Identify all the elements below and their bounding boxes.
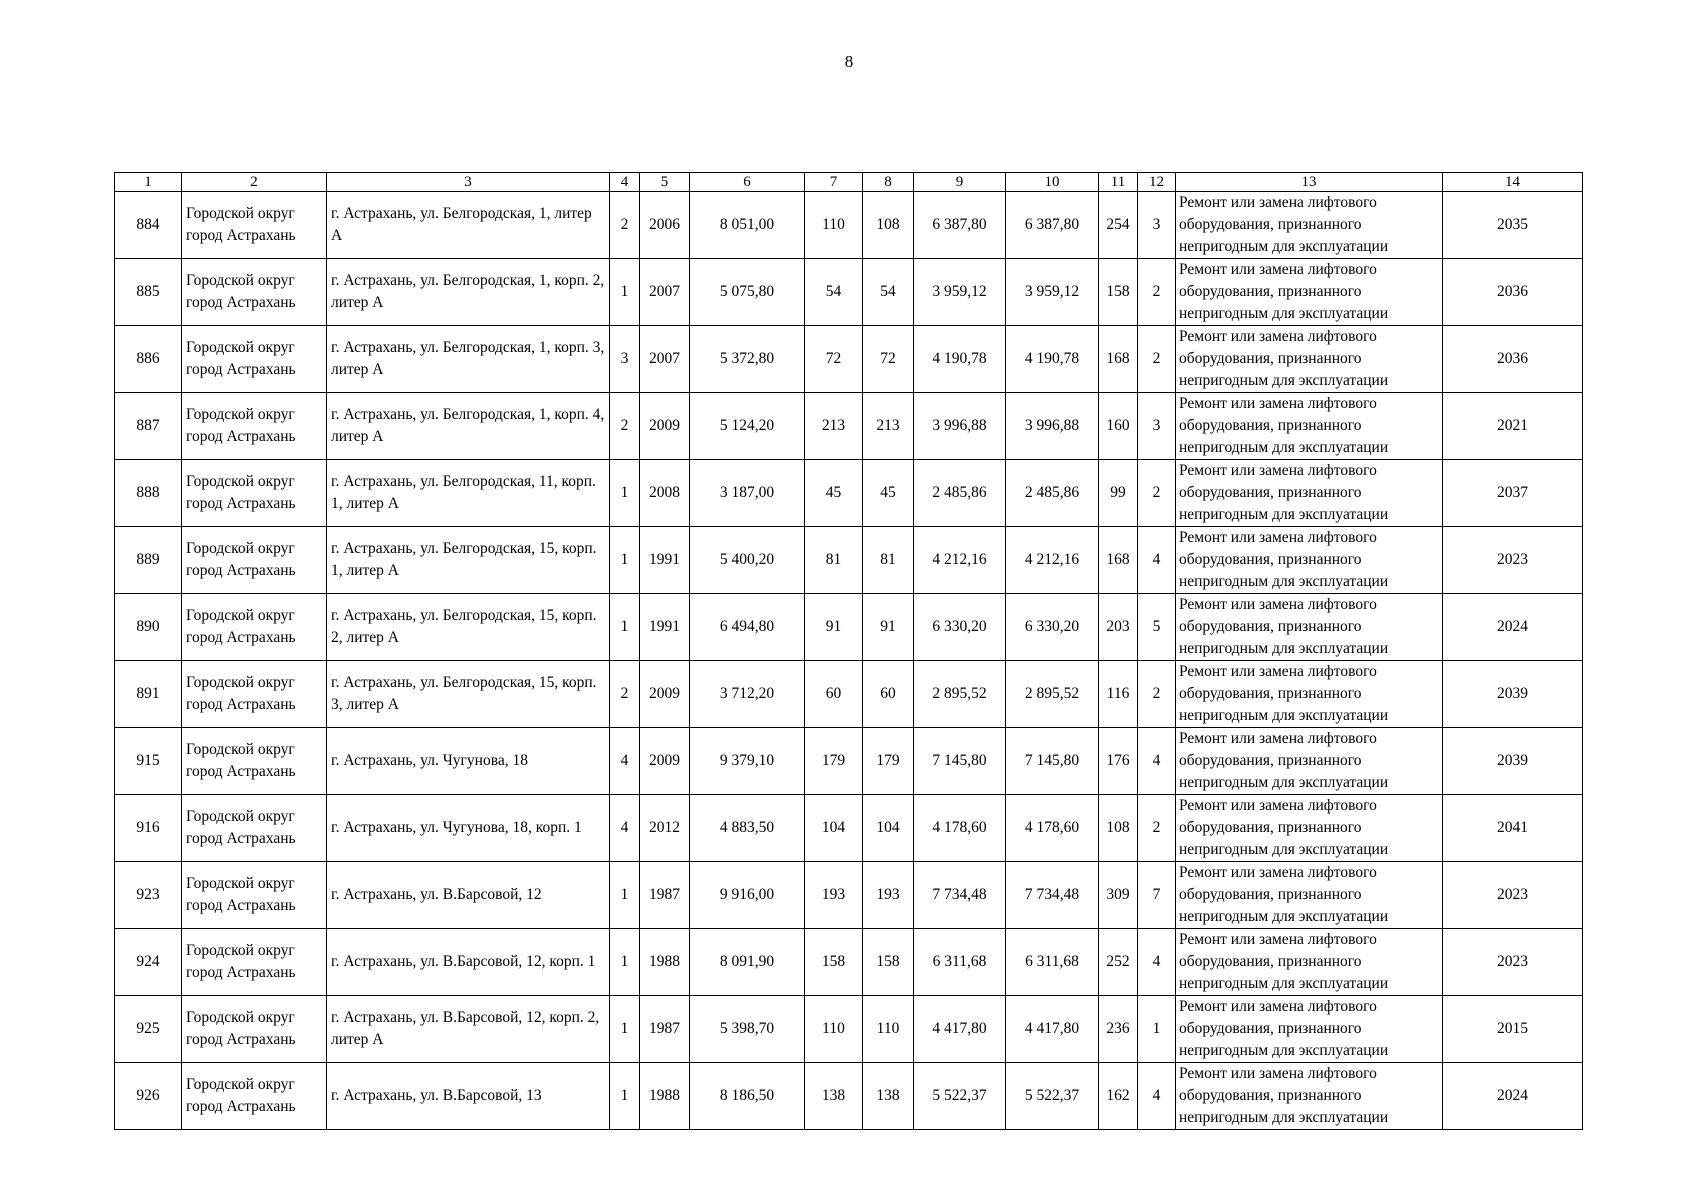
col4-cell: 2 [610, 393, 640, 460]
area-residential-cell: 6 330,20 [1006, 594, 1099, 661]
work-type-cell: Ремонт или замена лифтового оборудования, признанного непригодным для эксплуатации [1176, 728, 1443, 795]
row-number-cell: 887 [115, 393, 182, 460]
col8-cell: 45 [863, 460, 914, 527]
address-cell: г. Астрахань, ул. Белгородская, 15, корп. 1, литер А [327, 527, 610, 594]
col8-cell: 91 [863, 594, 914, 661]
work-type-cell: Ремонт или замена лифтового оборудования, признанного непригодным для эксплуатации [1176, 996, 1443, 1063]
planned-year-cell: 2041 [1443, 795, 1583, 862]
total-area-cell: 8 051,00 [690, 192, 805, 259]
year-cell: 2008 [640, 460, 690, 527]
column-header-8: 8 [863, 173, 914, 192]
municipality-cell: Городской округ город Астрахань [182, 326, 327, 393]
col4-cell: 1 [610, 996, 640, 1063]
residents-cell: 309 [1099, 862, 1138, 929]
year-cell: 2007 [640, 326, 690, 393]
col7-cell: 91 [805, 594, 863, 661]
area-residential-cell: 2 485,86 [1006, 460, 1099, 527]
area-cell: 6 311,68 [914, 929, 1006, 996]
address-cell: г. Астрахань, ул. В.Барсовой, 13 [327, 1063, 610, 1130]
col8-cell: 81 [863, 527, 914, 594]
planned-year-cell: 2023 [1443, 527, 1583, 594]
table-row [115, 259, 1583, 326]
municipality-cell: Городской округ город Астрахань [182, 862, 327, 929]
work-type-cell: Ремонт или замена лифтового оборудования, признанного непригодным для эксплуатации [1176, 795, 1443, 862]
total-area-cell: 5 124,20 [690, 393, 805, 460]
lifts-cell: 4 [1138, 1063, 1176, 1130]
col4-cell: 1 [610, 594, 640, 661]
address-cell: г. Астрахань, ул. Чугунова, 18 [327, 728, 610, 795]
table-row [115, 795, 1583, 862]
municipality-cell: Городской округ город Астрахань [182, 1063, 327, 1130]
municipality-cell: Городской округ город Астрахань [182, 728, 327, 795]
planned-year-cell: 2036 [1443, 326, 1583, 393]
lifts-cell: 2 [1138, 259, 1176, 326]
area-residential-cell: 4 178,60 [1006, 795, 1099, 862]
col7-cell: 54 [805, 259, 863, 326]
residents-cell: 236 [1099, 996, 1138, 1063]
area-residential-cell: 4 212,16 [1006, 527, 1099, 594]
residents-cell: 203 [1099, 594, 1138, 661]
planned-year-cell: 2036 [1443, 259, 1583, 326]
address-cell: г. Астрахань, ул. Белгородская, 11, корп. 1, литер А [327, 460, 610, 527]
year-cell: 2006 [640, 192, 690, 259]
table-row [115, 1063, 1583, 1130]
area-cell: 2 895,52 [914, 661, 1006, 728]
col8-cell: 104 [863, 795, 914, 862]
municipality-cell: Городской округ город Астрахань [182, 594, 327, 661]
planned-year-cell: 2035 [1443, 192, 1583, 259]
residents-cell: 254 [1099, 192, 1138, 259]
row-number-cell: 925 [115, 996, 182, 1063]
col7-cell: 45 [805, 460, 863, 527]
col7-cell: 110 [805, 996, 863, 1063]
table-row [115, 728, 1583, 795]
address-cell: г. Астрахань, ул. В.Барсовой, 12, корп. 2, литер А [327, 996, 610, 1063]
row-number-cell: 924 [115, 929, 182, 996]
area-cell: 4 190,78 [914, 326, 1006, 393]
total-area-cell: 5 372,80 [690, 326, 805, 393]
area-cell: 4 178,60 [914, 795, 1006, 862]
column-header-7: 7 [805, 173, 863, 192]
year-cell: 2012 [640, 795, 690, 862]
address-cell: г. Астрахань, ул. В.Барсовой, 12 [327, 862, 610, 929]
row-number-cell: 889 [115, 527, 182, 594]
planned-year-cell: 2021 [1443, 393, 1583, 460]
planned-year-cell: 2015 [1443, 996, 1583, 1063]
total-area-cell: 5 398,70 [690, 996, 805, 1063]
residents-cell: 116 [1099, 661, 1138, 728]
table-row [115, 393, 1583, 460]
housing-register-table [114, 172, 1583, 1130]
planned-year-cell: 2023 [1443, 862, 1583, 929]
col8-cell: 108 [863, 192, 914, 259]
col8-cell: 213 [863, 393, 914, 460]
residents-cell: 162 [1099, 1063, 1138, 1130]
area-cell: 3 959,12 [914, 259, 1006, 326]
area-residential-cell: 4 190,78 [1006, 326, 1099, 393]
column-header-10: 10 [1006, 173, 1099, 192]
municipality-cell: Городской округ город Астрахань [182, 527, 327, 594]
col8-cell: 110 [863, 996, 914, 1063]
col8-cell: 158 [863, 929, 914, 996]
column-header-11: 11 [1099, 173, 1138, 192]
table-row [115, 862, 1583, 929]
col4-cell: 1 [610, 460, 640, 527]
address-cell: г. Астрахань, ул. Чугунова, 18, корп. 1 [327, 795, 610, 862]
total-area-cell: 3 187,00 [690, 460, 805, 527]
area-residential-cell: 7 734,48 [1006, 862, 1099, 929]
lifts-cell: 2 [1138, 795, 1176, 862]
col4-cell: 1 [610, 1063, 640, 1130]
year-cell: 1988 [640, 929, 690, 996]
planned-year-cell: 2023 [1443, 929, 1583, 996]
table-row [115, 527, 1583, 594]
lifts-cell: 4 [1138, 728, 1176, 795]
total-area-cell: 4 883,50 [690, 795, 805, 862]
residents-cell: 108 [1099, 795, 1138, 862]
area-cell: 4 212,16 [914, 527, 1006, 594]
col7-cell: 213 [805, 393, 863, 460]
total-area-cell: 5 400,20 [690, 527, 805, 594]
row-number-cell: 886 [115, 326, 182, 393]
area-cell: 6 330,20 [914, 594, 1006, 661]
area-cell: 4 417,80 [914, 996, 1006, 1063]
residents-cell: 176 [1099, 728, 1138, 795]
residents-cell: 158 [1099, 259, 1138, 326]
col7-cell: 158 [805, 929, 863, 996]
municipality-cell: Городской округ город Астрахань [182, 996, 327, 1063]
column-header-4: 4 [610, 173, 640, 192]
col8-cell: 60 [863, 661, 914, 728]
table-row [115, 460, 1583, 527]
row-number-cell: 891 [115, 661, 182, 728]
residents-cell: 168 [1099, 326, 1138, 393]
planned-year-cell: 2039 [1443, 728, 1583, 795]
lifts-cell: 4 [1138, 527, 1176, 594]
col4-cell: 4 [610, 795, 640, 862]
lifts-cell: 5 [1138, 594, 1176, 661]
planned-year-cell: 2024 [1443, 594, 1583, 661]
work-type-cell: Ремонт или замена лифтового оборудования, признанного непригодным для эксплуатации [1176, 661, 1443, 728]
total-area-cell: 9 916,00 [690, 862, 805, 929]
work-type-cell: Ремонт или замена лифтового оборудования, признанного непригодным для эксплуатации [1176, 527, 1443, 594]
year-cell: 1991 [640, 594, 690, 661]
col4-cell: 2 [610, 661, 640, 728]
column-header-2: 2 [182, 173, 327, 192]
area-cell: 7 145,80 [914, 728, 1006, 795]
lifts-cell: 7 [1138, 862, 1176, 929]
table-row [115, 929, 1583, 996]
total-area-cell: 5 075,80 [690, 259, 805, 326]
col8-cell: 54 [863, 259, 914, 326]
year-cell: 2007 [640, 259, 690, 326]
area-residential-cell: 2 895,52 [1006, 661, 1099, 728]
page-number: 8 [844, 52, 854, 71]
total-area-cell: 8 091,90 [690, 929, 805, 996]
year-cell: 1991 [640, 527, 690, 594]
work-type-cell: Ремонт или замена лифтового оборудования, признанного непригодным для эксплуатации [1176, 460, 1443, 527]
col8-cell: 179 [863, 728, 914, 795]
municipality-cell: Городской округ город Астрахань [182, 661, 327, 728]
area-residential-cell: 4 417,80 [1006, 996, 1099, 1063]
address-cell: г. Астрахань, ул. В.Барсовой, 12, корп. 1 [327, 929, 610, 996]
residents-cell: 168 [1099, 527, 1138, 594]
municipality-cell: Городской округ город Астрахань [182, 192, 327, 259]
table-body [115, 173, 1583, 1130]
col8-cell: 193 [863, 862, 914, 929]
col7-cell: 110 [805, 192, 863, 259]
area-residential-cell: 5 522,37 [1006, 1063, 1099, 1130]
row-number-cell: 926 [115, 1063, 182, 1130]
row-number-cell: 890 [115, 594, 182, 661]
work-type-cell: Ремонт или замена лифтового оборудования, признанного непригодным для эксплуатации [1176, 929, 1443, 996]
address-cell: г. Астрахань, ул. Белгородская, 15, корп. 2, литер А [327, 594, 610, 661]
municipality-cell: Городской округ город Астрахань [182, 929, 327, 996]
area-cell: 6 387,80 [914, 192, 1006, 259]
row-number-cell: 915 [115, 728, 182, 795]
residents-cell: 252 [1099, 929, 1138, 996]
area-cell: 7 734,48 [914, 862, 1006, 929]
lifts-cell: 1 [1138, 996, 1176, 1063]
table-row [115, 594, 1583, 661]
year-cell: 1987 [640, 996, 690, 1063]
col4-cell: 1 [610, 862, 640, 929]
address-cell: г. Астрахань, ул. Белгородская, 1, корп. 2, литер А [327, 259, 610, 326]
column-header-9: 9 [914, 173, 1006, 192]
col7-cell: 179 [805, 728, 863, 795]
address-cell: г. Астрахань, ул. Белгородская, 1, корп. 4, литер А [327, 393, 610, 460]
planned-year-cell: 2039 [1443, 661, 1583, 728]
lifts-cell: 2 [1138, 326, 1176, 393]
row-number-cell: 888 [115, 460, 182, 527]
municipality-cell: Городской округ город Астрахань [182, 795, 327, 862]
column-header-6: 6 [690, 173, 805, 192]
planned-year-cell: 2024 [1443, 1063, 1583, 1130]
lifts-cell: 3 [1138, 192, 1176, 259]
column-header-14: 14 [1443, 173, 1583, 192]
residents-cell: 160 [1099, 393, 1138, 460]
year-cell: 2009 [640, 728, 690, 795]
table-row [115, 661, 1583, 728]
col7-cell: 72 [805, 326, 863, 393]
row-number-cell: 884 [115, 192, 182, 259]
municipality-cell: Городской округ город Астрахань [182, 259, 327, 326]
work-type-cell: Ремонт или замена лифтового оборудования, признанного непригодным для эксплуатации [1176, 192, 1443, 259]
total-area-cell: 9 379,10 [690, 728, 805, 795]
year-cell: 1988 [640, 1063, 690, 1130]
col4-cell: 1 [610, 527, 640, 594]
column-header-1: 1 [115, 173, 182, 192]
area-residential-cell: 3 959,12 [1006, 259, 1099, 326]
col4-cell: 1 [610, 259, 640, 326]
address-cell: г. Астрахань, ул. Белгородская, 1, литер А [327, 192, 610, 259]
area-cell: 2 485,86 [914, 460, 1006, 527]
col7-cell: 104 [805, 795, 863, 862]
col4-cell: 1 [610, 929, 640, 996]
area-cell: 5 522,37 [914, 1063, 1006, 1130]
total-area-cell: 8 186,50 [690, 1063, 805, 1130]
lifts-cell: 2 [1138, 661, 1176, 728]
planned-year-cell: 2037 [1443, 460, 1583, 527]
col4-cell: 3 [610, 326, 640, 393]
work-type-cell: Ремонт или замена лифтового оборудования, признанного непригодным для эксплуатации [1176, 393, 1443, 460]
work-type-cell: Ремонт или замена лифтового оборудования, признанного непригодным для эксплуатации [1176, 259, 1443, 326]
municipality-cell: Городской округ город Астрахань [182, 393, 327, 460]
row-number-cell: 885 [115, 259, 182, 326]
col7-cell: 60 [805, 661, 863, 728]
col7-cell: 81 [805, 527, 863, 594]
area-residential-cell: 6 311,68 [1006, 929, 1099, 996]
lifts-cell: 2 [1138, 460, 1176, 527]
col7-cell: 193 [805, 862, 863, 929]
table-row [115, 192, 1583, 259]
work-type-cell: Ремонт или замена лифтового оборудования, признанного непригодным для эксплуатации [1176, 862, 1443, 929]
col4-cell: 4 [610, 728, 640, 795]
column-header-12: 12 [1138, 173, 1176, 192]
area-residential-cell: 3 996,88 [1006, 393, 1099, 460]
column-number-header-row [115, 173, 1583, 192]
area-residential-cell: 7 145,80 [1006, 728, 1099, 795]
col4-cell: 2 [610, 192, 640, 259]
work-type-cell: Ремонт или замена лифтового оборудования, признанного непригодным для эксплуатации [1176, 1063, 1443, 1130]
table-row [115, 996, 1583, 1063]
table-row [115, 326, 1583, 393]
col7-cell: 138 [805, 1063, 863, 1130]
total-area-cell: 3 712,20 [690, 661, 805, 728]
work-type-cell: Ремонт или замена лифтового оборудования, признанного непригодным для эксплуатации [1176, 326, 1443, 393]
col8-cell: 72 [863, 326, 914, 393]
residents-cell: 99 [1099, 460, 1138, 527]
column-header-13: 13 [1176, 173, 1443, 192]
lifts-cell: 3 [1138, 393, 1176, 460]
total-area-cell: 6 494,80 [690, 594, 805, 661]
work-type-cell: Ремонт или замена лифтового оборудования, признанного непригодным для эксплуатации [1176, 594, 1443, 661]
address-cell: г. Астрахань, ул. Белгородская, 15, корп. 3, литер А [327, 661, 610, 728]
column-header-5: 5 [640, 173, 690, 192]
year-cell: 2009 [640, 661, 690, 728]
year-cell: 1987 [640, 862, 690, 929]
column-header-3: 3 [327, 173, 610, 192]
address-cell: г. Астрахань, ул. Белгородская, 1, корп. 3, литер А [327, 326, 610, 393]
area-cell: 3 996,88 [914, 393, 1006, 460]
lifts-cell: 4 [1138, 929, 1176, 996]
municipality-cell: Городской округ город Астрахань [182, 460, 327, 527]
area-residential-cell: 6 387,80 [1006, 192, 1099, 259]
col8-cell: 138 [863, 1063, 914, 1130]
year-cell: 2009 [640, 393, 690, 460]
row-number-cell: 923 [115, 862, 182, 929]
row-number-cell: 916 [115, 795, 182, 862]
